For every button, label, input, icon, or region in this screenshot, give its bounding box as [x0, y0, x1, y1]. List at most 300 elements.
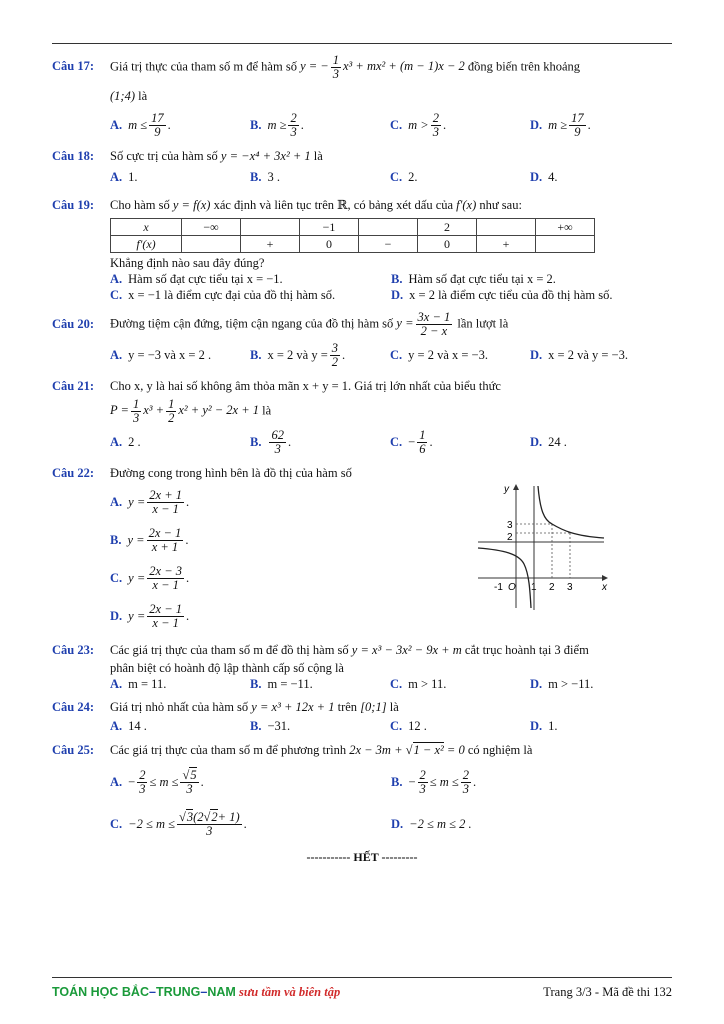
- option-letter: D.: [530, 348, 543, 362]
- option-value: 24 .: [548, 435, 567, 449]
- q20-text-a: Đường tiệm cận đứng, tiệm cận ngang của đồ thị hàm số: [110, 316, 394, 331]
- q20-function: [396, 310, 454, 338]
- option-post: .: [587, 118, 591, 132]
- option-post: .: [287, 435, 292, 449]
- q23-text-b: cắt trục hoành tại 3 điểm: [464, 643, 589, 657]
- q23-text-c: phân biệt có hoành độ lập thành cấp số cộng là: [110, 661, 344, 675]
- sqrt-sign: √: [182, 767, 190, 782]
- fraction: [330, 342, 340, 369]
- option-c[interactable]: [390, 170, 530, 185]
- numerator: 1: [168, 397, 175, 411]
- numerator: 2: [419, 767, 426, 782]
- option-pre: y =: [127, 532, 145, 547]
- option-letter: C.: [390, 435, 403, 449]
- option-d[interactable]: [530, 170, 670, 185]
- q17-text-b: đồng biến trên khoảng: [467, 59, 581, 74]
- option-letter: B.: [250, 718, 262, 733]
- option-post: .: [300, 118, 304, 132]
- option-value: y = 2 và x = −3.: [408, 348, 488, 362]
- option-pre: −: [408, 435, 416, 449]
- fraction: [418, 769, 428, 796]
- option-b[interactable]: [250, 429, 390, 456]
- option-letter: B.: [110, 532, 122, 547]
- fraction: [166, 398, 176, 425]
- fn-lhs: y =: [396, 316, 414, 331]
- option-post: .: [186, 570, 190, 585]
- q19-derivative: f′(x): [456, 198, 477, 212]
- q19-prompt: Khẳng định nào sau đây đúng?: [110, 256, 265, 270]
- fraction: [147, 565, 184, 592]
- option-value: 1.: [548, 718, 558, 733]
- numerator: 17: [571, 111, 584, 125]
- option-pre: y =: [128, 494, 146, 509]
- option-a[interactable]: [110, 677, 250, 692]
- option-letter: D.: [530, 169, 543, 184]
- option-d[interactable]: [530, 348, 670, 363]
- option-a[interactable]: [110, 435, 250, 450]
- option-value: x = 2 và y = −3.: [548, 348, 628, 362]
- option-pre: −: [408, 774, 416, 789]
- footer-brand: [52, 985, 340, 1000]
- denominator: x − 1: [152, 615, 179, 630]
- option-value: 2 .: [128, 435, 141, 449]
- denominator: 3: [139, 781, 146, 796]
- origin-label: O: [508, 582, 516, 593]
- question-text: Cho x, y là hai số không âm thỏa mãn x + y = 1. Giá trị lớn nhất của biểu thức: [110, 379, 501, 393]
- option-value: m > −11.: [548, 676, 594, 691]
- option-letter: C.: [390, 676, 403, 691]
- denominator: 9: [574, 125, 581, 139]
- denominator: 3: [206, 823, 213, 838]
- option-value: m = −11.: [267, 676, 313, 691]
- denominator: 2 − x: [420, 324, 448, 338]
- option-post: .: [186, 608, 190, 623]
- option-letter: D.: [391, 287, 404, 302]
- y-tick-label: 2: [507, 532, 513, 543]
- q21-expression: [110, 397, 260, 425]
- option-a[interactable]: [110, 769, 391, 796]
- question-label: Câu 22:: [52, 466, 95, 480]
- option-letter: C.: [390, 718, 403, 733]
- option-letter: C.: [110, 287, 123, 302]
- question-label: Câu 21:: [52, 379, 95, 393]
- y-tick-label: 3: [507, 520, 513, 531]
- numerator: 2: [290, 111, 297, 125]
- option-mid: ≤ m ≤: [149, 774, 179, 789]
- option-letter: C.: [390, 348, 403, 362]
- option-b[interactable]: [391, 769, 672, 796]
- option-letter: A.: [110, 271, 123, 286]
- numerator: 62: [271, 428, 284, 442]
- denominator: 3: [132, 411, 140, 425]
- option-letter: A.: [110, 774, 123, 789]
- table-cell: 0: [418, 236, 477, 253]
- footer-rule: [52, 977, 672, 978]
- option-letter: A.: [110, 169, 123, 184]
- numerator: 1: [332, 53, 339, 67]
- question-text: [110, 698, 672, 717]
- denominator: 3: [432, 125, 439, 139]
- q19-function: y = f(x): [172, 198, 211, 212]
- question-text: [110, 311, 672, 338]
- numerator: 1: [132, 397, 140, 411]
- q23-function: y = x³ − 3x² − 9x + m: [351, 643, 462, 657]
- q25-text-b: có nghiệm là: [467, 743, 533, 757]
- exam-page: [52, 54, 672, 865]
- denominator: 2: [168, 411, 175, 425]
- top-rule: [52, 43, 672, 44]
- denominator: 3: [462, 781, 470, 796]
- denominator: 3: [332, 67, 339, 81]
- option-letter: B.: [391, 271, 403, 286]
- option-pre: m ≥: [548, 118, 568, 132]
- option-letter: D.: [530, 435, 543, 449]
- radicand: 3: [186, 809, 194, 824]
- table-cell: f′(x): [111, 236, 182, 253]
- question-17: [52, 54, 672, 139]
- question-text: [110, 741, 672, 760]
- question-21: [52, 377, 672, 456]
- numerator: 2x − 1: [148, 525, 182, 540]
- fraction: [569, 112, 586, 139]
- numerator: 3x − 1: [417, 310, 451, 324]
- option-letter: C.: [110, 570, 123, 585]
- question-text: Đường cong trong hình bên là đồ thị của hàm số: [110, 466, 352, 480]
- radicand: 2: [211, 809, 218, 824]
- option-value: y = −3 và x = 2 .: [128, 348, 212, 362]
- option-letter: D.: [530, 718, 543, 733]
- option-c[interactable]: [390, 677, 530, 692]
- q19-text-b: xác định và liên tục trên ℝ, có bảng xét dấu của: [213, 198, 454, 212]
- denominator: 3: [274, 442, 281, 456]
- table-cell: −∞: [182, 219, 241, 236]
- q23-text-a: Các giá trị thực của tham số m để đồ thị hàm số: [110, 643, 349, 657]
- option-b[interactable]: [391, 272, 672, 287]
- denominator: 6: [419, 442, 426, 456]
- option-value: 14 .: [128, 718, 147, 733]
- option-a[interactable]: [110, 272, 391, 287]
- table-cell: 0: [300, 236, 359, 253]
- radicand: 5: [190, 767, 197, 782]
- option-value: 3 .: [267, 169, 280, 184]
- brand-part: NAM: [207, 985, 236, 999]
- fraction: [180, 769, 198, 796]
- numerator: 2x − 1: [149, 601, 182, 616]
- x-axis-arrow: [602, 575, 608, 581]
- q18-function: y = −x⁴ + 3x² + 1: [220, 149, 311, 163]
- table-cell: −1: [300, 219, 359, 236]
- option-pre: −2 ≤ m ≤: [128, 816, 175, 831]
- x-tick-label: 3: [567, 582, 573, 593]
- option-c[interactable]: [110, 288, 391, 303]
- table-row: [111, 236, 595, 253]
- question-text: [110, 54, 672, 81]
- option-letter: A.: [110, 348, 123, 362]
- x-tick-label: 2: [549, 582, 555, 593]
- option-b[interactable]: [250, 342, 390, 369]
- eq-part: = 0: [446, 743, 465, 757]
- question-text: [110, 196, 672, 215]
- denominator: x − 1: [152, 501, 179, 516]
- option-a[interactable]: [110, 170, 250, 185]
- option-b[interactable]: [250, 719, 390, 734]
- fraction: [177, 811, 242, 838]
- expr-lhs: P =: [110, 403, 129, 418]
- table-cell: [241, 219, 300, 236]
- option-letter: B.: [250, 676, 262, 691]
- fraction: [137, 769, 147, 796]
- x-tick-label: 1: [531, 582, 537, 593]
- table-cell: −: [359, 236, 418, 253]
- option-value: −2 ≤ m ≤ 2 .: [409, 816, 472, 831]
- option-letter: C.: [110, 816, 123, 831]
- q24-text-b: trên: [337, 700, 358, 714]
- denominator: x + 1: [151, 539, 179, 554]
- option-value: m = 11.: [128, 676, 167, 691]
- q18-text-a: Số cực trị của hàm số: [110, 149, 218, 163]
- option-c[interactable]: [390, 429, 530, 456]
- question-label: Câu 19:: [52, 198, 95, 212]
- denominator: 3: [186, 781, 193, 796]
- graph-svg: [474, 480, 614, 615]
- option-letter: A.: [110, 494, 123, 509]
- footer: [52, 985, 672, 1000]
- fn-lhs: y = −: [300, 59, 329, 74]
- denominator: 3: [419, 781, 426, 796]
- fraction: [149, 112, 166, 139]
- option-letter: A.: [110, 718, 123, 733]
- numerator: 3: [331, 341, 338, 355]
- fraction: [269, 429, 286, 456]
- sqrt-sign: √: [203, 809, 211, 824]
- option-d[interactable]: [530, 677, 670, 692]
- option-post: .: [185, 532, 189, 547]
- option-b[interactable]: [250, 170, 390, 185]
- question-label: Câu 25:: [52, 743, 95, 757]
- question-text: [110, 641, 672, 660]
- numerator: 17: [151, 111, 164, 125]
- q17-text-a: Giá trị thực của tham số m để hàm số: [110, 59, 297, 74]
- brand-part: –: [200, 985, 208, 999]
- sqrt-sign: √: [405, 743, 413, 757]
- option-b[interactable]: [250, 677, 390, 692]
- fn-rest: x³ + mx² + (m − 1)x − 2: [343, 59, 465, 74]
- numerator: 1: [419, 428, 426, 442]
- option-value: Hàm số đạt cực tiểu tại x = 2.: [408, 271, 556, 286]
- option-pre: m ≤: [128, 118, 148, 132]
- option-d[interactable]: [391, 817, 672, 832]
- fraction: [461, 769, 471, 796]
- table-cell: 2: [418, 219, 477, 236]
- option-c[interactable]: [110, 811, 391, 838]
- fraction: [331, 54, 341, 81]
- option-pre: m ≥: [267, 118, 287, 132]
- q24-function: y = x³ + 12x + 1: [251, 700, 335, 714]
- question-20: [52, 311, 672, 369]
- numerator: 2x + 1: [149, 487, 182, 502]
- option-value: 2.: [408, 169, 418, 184]
- q17-text-d: là: [138, 89, 148, 103]
- option-value: m > 11.: [408, 676, 447, 691]
- option-a[interactable]: [110, 112, 250, 139]
- table-cell: [182, 236, 241, 253]
- question-24: [52, 698, 672, 735]
- option-letter: D.: [110, 608, 123, 623]
- q25-text-a: Các giá trị thực của tham số m để phương trình: [110, 743, 347, 757]
- numerator: [177, 811, 242, 825]
- eq-part: 2x − 3m +: [349, 743, 403, 757]
- fraction: [417, 429, 427, 456]
- q20-text-b: lần lượt là: [457, 316, 509, 331]
- option-letter: D.: [530, 118, 543, 132]
- question-text: [110, 147, 672, 166]
- option-letter: D.: [530, 676, 543, 691]
- option-value: 4.: [548, 169, 558, 184]
- option-pre: x = 2 và y =: [267, 348, 328, 362]
- option-d[interactable]: [530, 435, 670, 450]
- option-pre: y =: [128, 608, 146, 623]
- table-cell: +∞: [536, 219, 595, 236]
- option-value: −31.: [267, 718, 291, 733]
- q19-text-a: Cho hàm số: [110, 198, 170, 212]
- table-cell: +: [241, 236, 300, 253]
- option-letter: D.: [391, 816, 404, 831]
- option-value: 12 .: [408, 718, 427, 733]
- table-cell: [536, 236, 595, 253]
- q25-equation: [349, 742, 465, 757]
- q24-interval: [0;1]: [360, 700, 387, 714]
- option-letter: C.: [390, 118, 403, 132]
- option-mid: ≤ m ≤: [429, 774, 459, 789]
- numerator: [180, 769, 198, 783]
- expr-term: x³ +: [143, 403, 165, 418]
- numerator: 2: [432, 111, 439, 125]
- option-a[interactable]: [110, 719, 250, 734]
- numerator: 2: [139, 767, 146, 782]
- numerator: 2: [462, 767, 470, 782]
- question-23: [52, 641, 672, 692]
- option-letter: A.: [110, 435, 123, 449]
- table-cell: [477, 219, 536, 236]
- option-value: 1.: [128, 169, 138, 184]
- end-mark: ----------- HẾT ---------: [306, 850, 418, 864]
- option-post: .: [186, 494, 190, 509]
- option-post: .: [429, 435, 433, 449]
- option-c[interactable]: [390, 348, 530, 363]
- option-value: Hàm số đạt cực tiểu tại x = −1.: [128, 271, 283, 286]
- option-value: x = 2 là điểm cực tiểu của đồ thị hàm số.: [409, 287, 613, 302]
- q19-text-c: như sau:: [479, 198, 522, 212]
- option-a[interactable]: [110, 348, 250, 363]
- function-graph: [474, 480, 614, 615]
- option-pre: m >: [408, 118, 429, 132]
- option-letter: C.: [390, 169, 403, 184]
- fraction: [288, 112, 298, 139]
- denominator: 2: [331, 355, 338, 369]
- x-axis-label: x: [602, 582, 607, 593]
- option-pre: −: [128, 774, 136, 789]
- q17-function: [300, 53, 468, 81]
- q21-text-b: là: [262, 403, 272, 418]
- denominator: 9: [154, 125, 161, 139]
- curve-right-branch: [538, 486, 604, 538]
- option-c[interactable]: [390, 719, 530, 734]
- question-22: [52, 464, 672, 635]
- fraction: [431, 112, 441, 139]
- fraction: [131, 398, 141, 425]
- numerator: 2x − 3: [149, 563, 182, 578]
- option-d[interactable]: [391, 288, 672, 303]
- fraction: [416, 311, 453, 338]
- brand-part: TOÁN HỌC BẮC: [52, 985, 149, 999]
- question-label: Câu 18:: [52, 149, 95, 163]
- question-label: Câu 20:: [52, 317, 95, 331]
- num-part: (2: [193, 809, 204, 824]
- question-18: [52, 147, 672, 188]
- option-post: .: [342, 348, 346, 362]
- option-letter: A.: [110, 676, 123, 691]
- option-post: .: [473, 774, 477, 789]
- brand-part: TRUNG: [155, 985, 201, 999]
- brand-part: –: [149, 985, 156, 999]
- option-post: .: [167, 118, 171, 132]
- brand-tagline: sưu tầm và biên tập: [235, 985, 341, 999]
- y-axis-arrow: [513, 484, 519, 490]
- table-row: [111, 219, 595, 236]
- fraction: [147, 527, 184, 554]
- denominator: 3: [290, 125, 297, 139]
- sign-table: [110, 218, 595, 253]
- denominator: x − 1: [152, 577, 179, 592]
- option-d[interactable]: [530, 112, 670, 139]
- option-pre: y =: [128, 570, 146, 585]
- table-cell: +: [477, 236, 536, 253]
- option-letter: B.: [250, 169, 262, 184]
- table-cell: [359, 219, 418, 236]
- question-label: Câu 23:: [52, 643, 95, 657]
- radicand: 1 − x²: [413, 743, 444, 757]
- y-axis-label: y: [504, 484, 509, 495]
- fraction: [147, 603, 184, 630]
- option-b[interactable]: [250, 112, 390, 139]
- x-tick-label: -1: [494, 582, 503, 593]
- page-info: Trang 3/3 - Mã đề thi 132: [543, 985, 672, 999]
- question-25: [52, 741, 672, 844]
- question-label: Câu 17:: [52, 59, 95, 74]
- question-label: Câu 24:: [52, 700, 95, 714]
- option-c[interactable]: [390, 112, 530, 139]
- q18-text-b: là: [313, 149, 323, 163]
- option-post: .: [243, 816, 247, 831]
- num-part: + 1): [217, 809, 240, 824]
- option-letter: B.: [391, 774, 403, 789]
- option-letter: B.: [250, 348, 262, 362]
- fraction: [147, 489, 184, 516]
- option-letter: B.: [250, 435, 262, 449]
- option-letter: B.: [250, 118, 262, 132]
- table-cell: x: [111, 219, 182, 236]
- option-post: .: [200, 774, 204, 789]
- question-19: [52, 196, 672, 303]
- q24-text-a: Giá trị nhỏ nhất của hàm số: [110, 700, 249, 714]
- sqrt-sign: √: [178, 809, 186, 824]
- option-post: .: [443, 118, 447, 132]
- option-letter: A.: [110, 118, 123, 132]
- option-value: x = −1 là điểm cực đại của đồ thị hàm số.: [128, 287, 336, 302]
- option-d[interactable]: [530, 719, 670, 734]
- expr-term: x² + y² − 2x + 1: [178, 403, 260, 418]
- q24-text-c: là: [389, 700, 399, 714]
